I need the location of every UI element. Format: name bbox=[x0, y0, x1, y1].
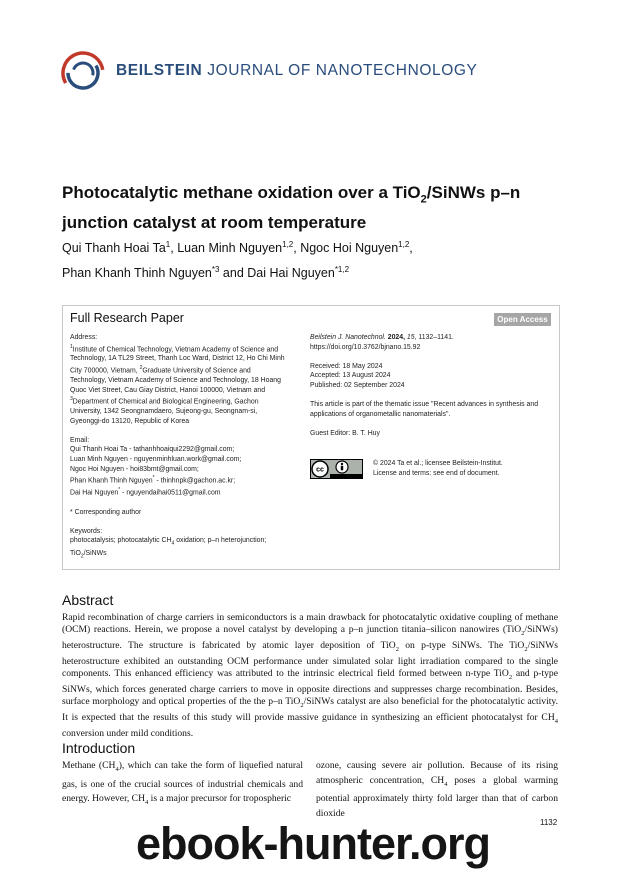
text-run: /SiNWs) heterostructure. The structure is fabricated by atomic layer deposition of TiO bbox=[62, 624, 558, 652]
paper-type: Full Research Paper bbox=[70, 311, 184, 325]
subscript: 2 bbox=[524, 646, 528, 653]
text-run: and p-type SiNWs, which forces generated charge carriers to move in opposite directions and suppresses charge recombination. Besides, surface morphology and optical properties of the the p–n TiO bbox=[62, 668, 558, 708]
email-address: - thinhnpk@gachon.ac.kr; bbox=[154, 477, 236, 485]
open-access-badge[interactable]: Open Access bbox=[494, 313, 551, 326]
text-run: ozone, causing severe air pollution. Because of its rising atmospheric concentration, CH bbox=[316, 760, 558, 786]
corresponding-star: * bbox=[118, 487, 121, 494]
author-affiliation: 1 bbox=[165, 240, 171, 249]
text-run: conversion under mild conditions. bbox=[62, 728, 194, 740]
author-affiliation: 1,2 bbox=[282, 240, 294, 249]
text-run: is a major precursor for tropospheric bbox=[148, 793, 292, 805]
text-run: /SiNWs catalyst are also beneficial for the photocatalytic activity. It is expected that the results of this study will provide massive guidance in synthesizing an efficient photocatalyst for CH bbox=[62, 696, 558, 724]
author-name[interactable]: Dai Hai Nguyen bbox=[247, 266, 335, 281]
page-number: 1132 bbox=[540, 818, 558, 827]
keywords-label: Keywords: bbox=[70, 527, 103, 535]
citation-volume: 15, bbox=[405, 334, 417, 341]
subscript: 4 bbox=[145, 799, 149, 806]
subscript: 4 bbox=[554, 718, 558, 726]
kw-end: /SiNWs bbox=[83, 550, 107, 558]
affil2: Graduate University of Science and Technology, Vietnam Academy of Science and Technology, 18 Hoang Quoc Viet Street, Cau Giay District, Hanoi 100000, Vietnam and bbox=[70, 367, 281, 394]
keywords-line bbox=[70, 536, 285, 549]
author-separator: , bbox=[170, 241, 178, 256]
doi-link[interactable]: https://doi.org/10.3762/bjnano.15.92 bbox=[310, 343, 421, 351]
corresponding-note: * Corresponding author bbox=[70, 508, 142, 516]
subscript: 2 bbox=[521, 630, 525, 637]
journal-name-bold: BEILSTEIN bbox=[116, 62, 203, 79]
email-entry[interactable]: Luan Minh Nguyen - nguyenminhluan.work@gmail.com; bbox=[70, 456, 242, 464]
thematic-issue[interactable]: This article is part of the thematic issue "Recent advances in synthesis and applications of organometallic nanomaterials". bbox=[310, 401, 539, 418]
introduction-heading: Introduction bbox=[62, 740, 136, 756]
author-name[interactable]: Ngoc Hoi Nguyen bbox=[300, 241, 399, 256]
intro-left-column bbox=[62, 759, 303, 811]
affil1-sup: 1 bbox=[70, 343, 73, 350]
citation-journal: Beilstein J. Nanotechnol. bbox=[310, 334, 386, 341]
title-sub: 2 bbox=[420, 193, 427, 206]
kw-sub: 2 bbox=[80, 553, 84, 560]
title-part2: /SiNWs p–n junction catalyst at room temperature bbox=[62, 183, 521, 233]
subscript: 2 bbox=[395, 646, 399, 653]
subscript: 2 bbox=[508, 674, 513, 682]
guest-editor: Guest Editor: B. T. Huy bbox=[310, 429, 380, 437]
affil3: Department of Chemical and Biological Engineering, Gachon University, 1342 Seongnamdaero, Sujeong-gu, Seongnam-si, Gyeonggi-do 13120, Republic of Korea bbox=[70, 398, 259, 425]
title-part1: Photocatalytic methane oxidation over a TiO bbox=[62, 183, 421, 202]
subscript: 2 bbox=[300, 702, 304, 710]
author-list bbox=[62, 234, 562, 284]
text-run: poses a global warming potential approximately thirty fold larger than that of carbon dioxide bbox=[316, 774, 558, 819]
author-separator: , bbox=[409, 241, 413, 256]
corresponding-star: * bbox=[152, 475, 155, 482]
author-affiliation: *1,2 bbox=[334, 265, 350, 275]
kw: TiO bbox=[70, 550, 81, 558]
author-affiliation: 1,2 bbox=[398, 240, 410, 249]
author-separator: and bbox=[219, 266, 248, 281]
email-entry[interactable]: Ngoc Hoi Nguyen - hoi83bmt@gmail.com; bbox=[70, 465, 199, 473]
journal-name bbox=[116, 62, 478, 80]
author-name[interactable]: Luan Minh Nguyen bbox=[177, 241, 283, 256]
intro-right-column bbox=[316, 759, 558, 821]
beilstein-logo-icon bbox=[60, 50, 106, 96]
author-name[interactable]: Qui Thanh Hoai Ta bbox=[62, 241, 166, 256]
subscript: 4 bbox=[115, 765, 119, 773]
text-run: /SiNWs heterostructure exhibited an outstanding OCM performance under simulated solar light irradiation compared to the single components. This enhanced efficiency was attributed to the intrinsic electrical field formed between n-type TiO bbox=[62, 640, 558, 680]
license-line-2[interactable]: License and terms: see end of document. bbox=[373, 469, 500, 477]
citation-pages: 1132–1141. bbox=[416, 334, 454, 341]
email-name: Phan Khanh Thinh Nguyen bbox=[70, 477, 153, 485]
license-text bbox=[373, 459, 558, 478]
author-separator: , bbox=[293, 241, 301, 256]
email-name: Dai Hai Nguyen bbox=[70, 489, 119, 497]
email-address: - nguyendaihai0511@gmail.com bbox=[120, 489, 221, 497]
info-right-column bbox=[310, 333, 550, 439]
citation-year: 2024, bbox=[385, 334, 406, 341]
keywords-line bbox=[70, 549, 285, 562]
info-left-column bbox=[70, 333, 285, 562]
email-entry[interactable]: Qui Thanh Hoai Ta - tathanhhoaiqui2292@gmail.com; bbox=[70, 446, 235, 454]
kw-end: oxidation; p–n heterojunction; bbox=[174, 537, 267, 545]
cc-by-icon[interactable] bbox=[310, 459, 363, 479]
email-entry[interactable] bbox=[70, 474, 285, 486]
journal-name-rest: JOURNAL OF NANOTECHNOLOGY bbox=[207, 62, 478, 79]
kw-sub: 4 bbox=[171, 540, 175, 547]
kw: photocatalysis; photocatalytic CH bbox=[70, 537, 172, 545]
subscript: 4 bbox=[444, 780, 448, 788]
address-label: Address: bbox=[70, 334, 98, 341]
email-label: Email: bbox=[70, 436, 90, 444]
abstract-body bbox=[62, 612, 558, 740]
accepted-date: Accepted: 13 August 2024 bbox=[310, 372, 391, 380]
text-run: ), which can take the form of liquefied natural gas, is one of the crucial sources of industrial chemicals and energy. However, CH bbox=[62, 760, 303, 805]
received-date: Received: 18 May 2024 bbox=[310, 362, 383, 370]
author-name[interactable]: Phan Khanh Thinh Nguyen bbox=[62, 266, 212, 281]
citation bbox=[310, 333, 550, 343]
svg-text:cc: cc bbox=[316, 466, 324, 474]
affil2-sup: 2 bbox=[139, 365, 143, 372]
affiliations bbox=[70, 343, 285, 427]
watermark-text: ebook-hunter.org bbox=[136, 818, 490, 869]
text-run: Methane (CH bbox=[62, 760, 116, 771]
license-line-1: © 2024 Ta et al.; licensee Beilstein-Institut. bbox=[373, 460, 503, 467]
abstract-heading: Abstract bbox=[62, 592, 114, 608]
affil3-sup: 3 bbox=[70, 396, 73, 403]
text-run: on p-type SiNWs. The TiO bbox=[398, 640, 525, 652]
article-title bbox=[62, 181, 562, 234]
email-entry[interactable] bbox=[70, 486, 285, 498]
affil1: Institute of Chemical Technology, Vietnam Academy of Science and Technology, 1A TL29 Street, Thanh Loc Ward, District 12, Ho Chi Minh City 700000, Vietnam, bbox=[70, 345, 285, 375]
author-affiliation: *3 bbox=[211, 265, 220, 275]
text-run: Rapid recombination of charge carriers in semiconductors is a main drawback for photocatalytic oxidative coupling of methane (OCM) reactions. Herein, we propose a novel catalyst by developing a p–n junction titania–silicon nanowires (TiO bbox=[62, 612, 558, 636]
published-date: Published: 02 September 2024 bbox=[310, 381, 405, 389]
